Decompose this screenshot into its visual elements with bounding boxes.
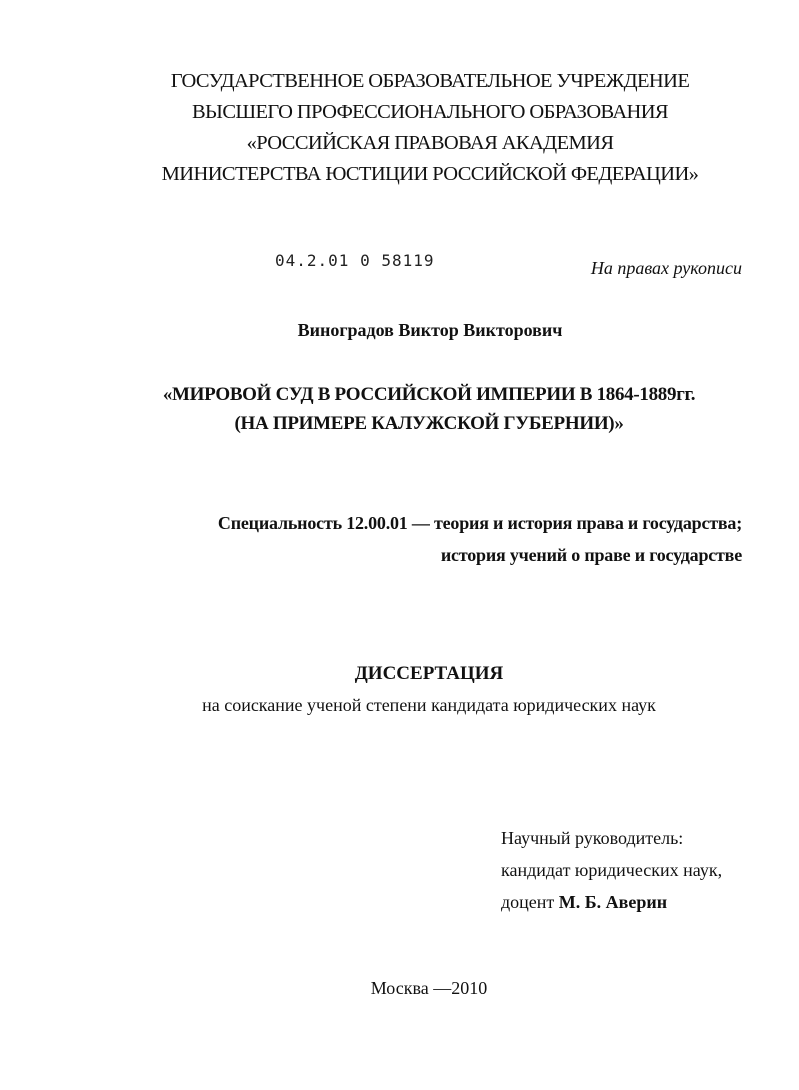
institution-line: «РОССИЙСКАЯ ПРАВОВАЯ АКАДЕМИЯ xyxy=(246,132,614,154)
advisor-rank: доцент xyxy=(501,892,555,912)
dissertation-title xyxy=(0,380,799,438)
advisor-line xyxy=(501,886,722,918)
institution-header xyxy=(0,66,799,190)
author-name: Виноградов Виктор Викторович xyxy=(297,320,563,340)
advisor-degree: кандидат юридических наук, xyxy=(501,860,723,880)
rights-note: На правах рукописи xyxy=(590,258,742,278)
title-line: (НА ПРИМЕРЕ КАЛУЖСКОЙ ГУБЕРНИИ)» xyxy=(234,413,624,434)
degree-purpose: на соискание ученой степени кандидата юридических наук xyxy=(202,695,656,715)
document-type-heading: ДИССЕРТАЦИЯ xyxy=(354,663,504,684)
institution-line: ГОСУДАРСТВЕННОЕ ОБРАЗОВАТЕЛЬНОЕ УЧРЕЖДЕНИЕ xyxy=(170,70,690,92)
advisor-role: Научный руководитель: xyxy=(501,828,684,848)
specialty xyxy=(218,507,742,571)
registration-stamp: 04.2.01 0 58119 xyxy=(275,251,435,270)
specialty-line: Специальность 12.00.01 — теория и история права и государства; xyxy=(217,513,742,533)
specialty-line: история учений о праве и государстве xyxy=(440,545,742,565)
advisor-block xyxy=(501,822,722,918)
institution-line: ВЫСШЕГО ПРОФЕССИОНАЛЬНОГО ОБРАЗОВАНИЯ xyxy=(191,101,669,123)
institution-line: МИНИСТЕРСТВА ЮСТИЦИИ РОССИЙСКОЙ ФЕДЕРАЦИИ» xyxy=(161,163,699,185)
city-year: Москва —2010 xyxy=(370,978,488,998)
advisor-name: М. Б. Аверин xyxy=(558,892,668,912)
title-line: «МИРОВОЙ СУД В РОССИЙСКОЙ ИМПЕРИИ В 1864-1889гг. xyxy=(162,384,696,405)
